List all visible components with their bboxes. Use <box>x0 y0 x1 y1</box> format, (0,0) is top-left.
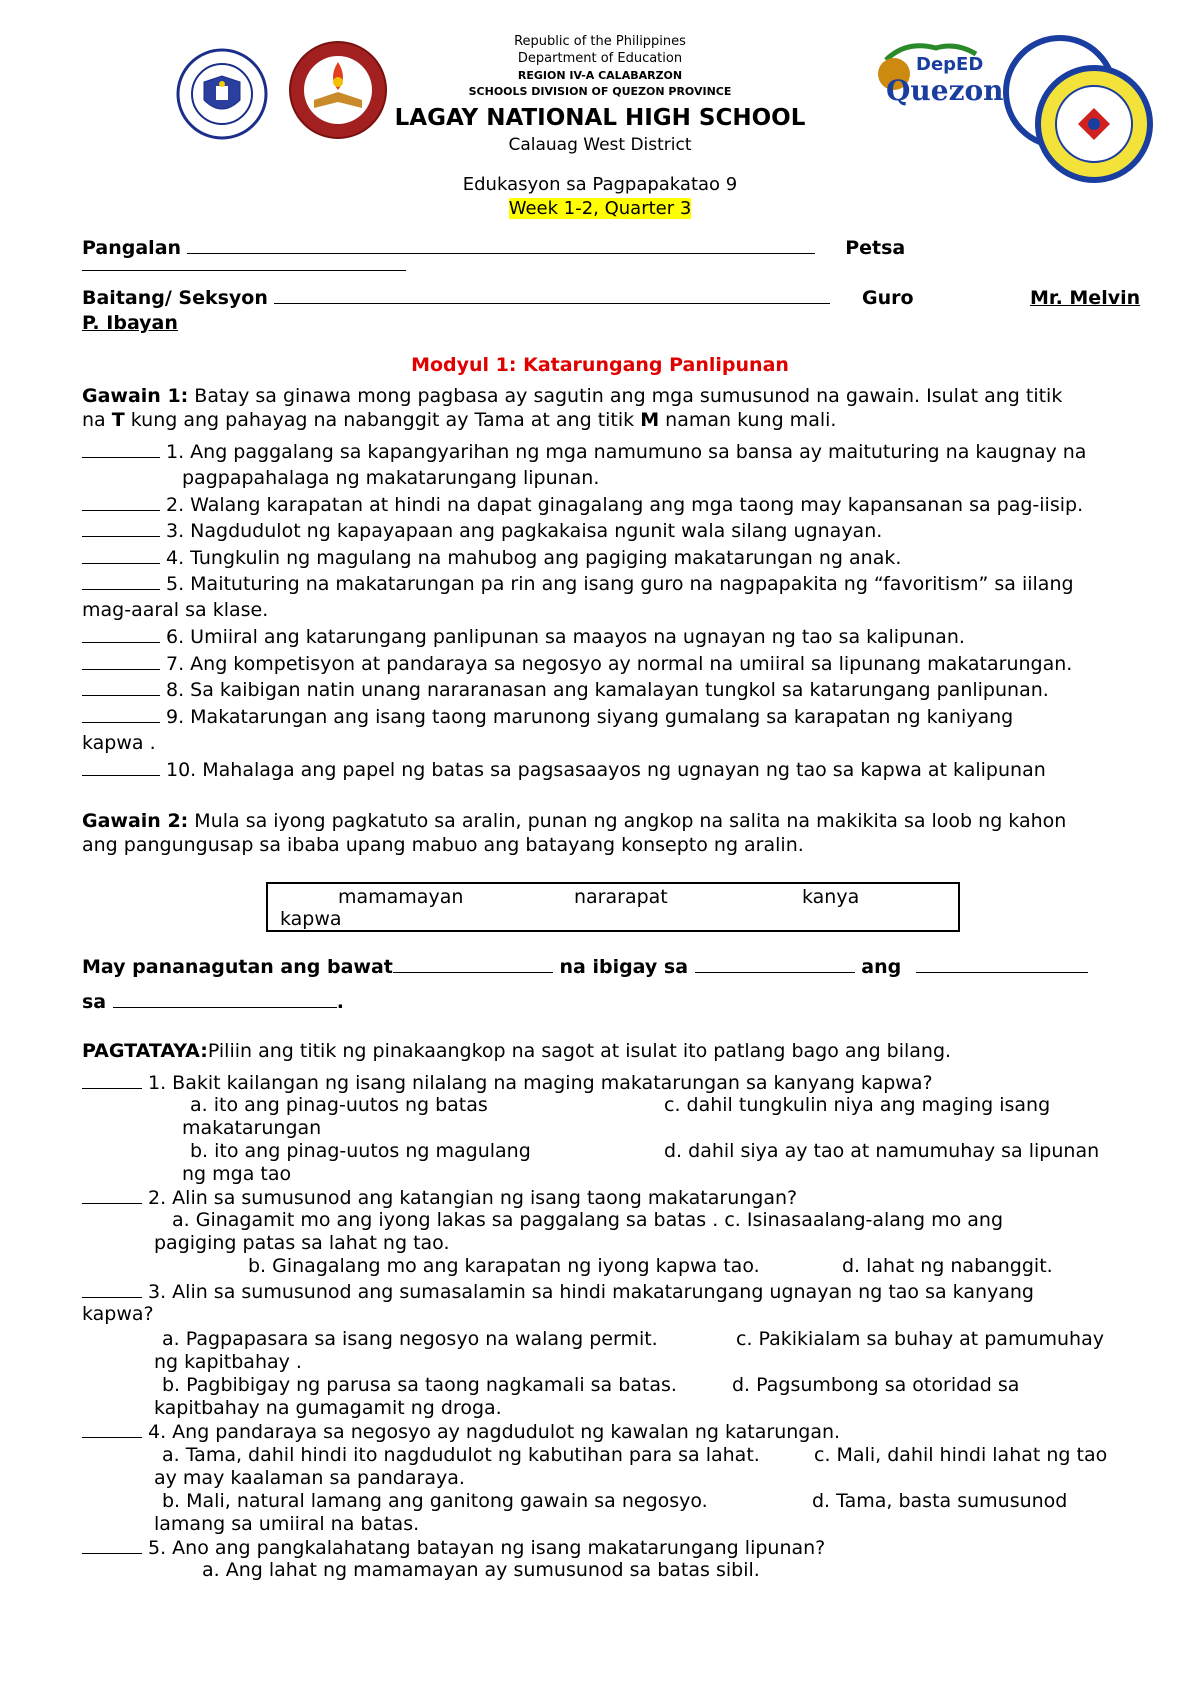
answer-blank[interactable] <box>82 652 160 670</box>
choice-cont: pagiging patas sa lahat ng tao. <box>154 1232 450 1254</box>
answer-blank[interactable] <box>82 1186 142 1204</box>
gawain1-item <box>82 519 882 543</box>
gawain1-item-text: mag-aaral sa klase. <box>82 599 269 621</box>
answer-blank[interactable] <box>82 440 160 458</box>
gawain1-item-text: 1. Ang paggalang sa kapangyarihan ng mga namumuno sa bansa ay maituturing na kaugnay na <box>166 441 1087 463</box>
sentence-part: . <box>336 991 344 1013</box>
sentence-blank[interactable] <box>393 955 553 973</box>
sentence-part: ang <box>854 956 908 978</box>
gawain1-item <box>82 440 1086 464</box>
gawain1-instr-2a: na <box>82 409 112 431</box>
pagtataya-instr <box>82 1039 951 1063</box>
gawain1-item-text: 7. Ang kompetisyon at pandaraya sa negosyo ay normal na umiiral sa lipunang makatarungan. <box>166 653 1073 675</box>
header-region: REGION IV-A CALABARZON <box>517 69 683 82</box>
grade-label: Baitang/ Seksyon <box>82 287 268 309</box>
header-division: SCHOOLS DIVISION OF QUEZON PROVINCE <box>468 85 732 98</box>
module-title: Modyul 1: Katarungang Panlipunan <box>411 354 789 376</box>
answer-blank[interactable] <box>82 625 160 643</box>
gawain1-item-text: 5. Maituturing na makatarungan pa rin ang isang guro na nagpapakita ng “favoritism” sa iilang <box>166 573 1074 595</box>
gawain1-item-text: 3. Nagdudulot ng kapayapaan ang pagkakaisa ngunit wala silang ugnayan. <box>166 520 883 542</box>
choice: c. dahil tungkulin niya ang maging isang <box>664 1094 1051 1116</box>
question-text: 5. Ano ang pangkalahatang batayan ng isang makatarungang lipunan? <box>148 1537 826 1559</box>
question-text: 4. Ang pandaraya sa negosyo ay nagdudulot ng kawalan ng katarungan. <box>148 1421 841 1443</box>
choice-cont: ng mga tao <box>182 1163 292 1185</box>
teacher-name-2: P. Ibayan <box>82 312 178 334</box>
word-option: kanya <box>802 886 860 908</box>
choice-cont: ng kapitbahay . <box>154 1351 302 1373</box>
teacher-name-1: Mr. Melvin <box>1030 287 1141 309</box>
sentence-part: May pananagutan ang bawat <box>82 956 393 978</box>
gawain2-instr-line1 <box>82 809 1066 833</box>
question <box>82 1280 1034 1304</box>
week-label-wrap <box>0 198 1200 220</box>
answer-blank[interactable] <box>82 705 160 723</box>
pagtataya-label: PAGTATAYA: <box>82 1040 208 1062</box>
answer-blank[interactable] <box>82 758 160 776</box>
pagtataya-instr-text: Piliin ang titik ng pinakaangkop na sagot at isulat ito patlang bago ang bilang. <box>207 1040 952 1062</box>
answer-blank[interactable] <box>82 546 160 564</box>
word-option: nararapat <box>574 886 668 908</box>
gawain1-item-cont <box>182 466 599 490</box>
sentence-blank[interactable] <box>695 955 855 973</box>
teacher-label: Guro <box>862 287 914 309</box>
gawain1-item <box>82 758 1046 782</box>
gawain1-item <box>82 652 1072 676</box>
header-republic: Republic of the Philippines <box>514 34 686 49</box>
gawain1-item-text: 9. Makatarungan ang isang taong marunong siyang gumalang sa karapatan ng kaniyang <box>166 706 1014 728</box>
gawain1-item-text: 4. Tungkulin ng magulang na mahubog ang pagiging makatarungan ng anak. <box>166 547 902 569</box>
gawain1-item-text: kapwa . <box>82 732 156 754</box>
choice: a. Ang lahat ng mamamayan ay sumusunod sa batas sibil. <box>202 1559 760 1581</box>
gawain1-item-text: 8. Sa kaibigan natin unang nararanasan ang kamalayan tungkol sa katarungang panlipunan. <box>166 679 1049 701</box>
choice-cont: kapitbahay na gumagamit ng droga. <box>154 1397 502 1419</box>
question <box>82 1071 933 1095</box>
grade-field[interactable] <box>274 286 830 304</box>
choice: c. Mali, dahil hindi lahat ng tao <box>814 1444 1108 1466</box>
choice-cont: makatarungan <box>182 1117 322 1139</box>
date-field[interactable] <box>82 270 406 271</box>
gawain2-sentence-line1 <box>82 955 1088 979</box>
name-label: Pangalan <box>82 237 182 259</box>
choice: a. ito ang pinag-uutos ng batas <box>190 1094 488 1116</box>
gawain1-item <box>82 572 1074 596</box>
choice: c. Pakikialam sa buhay at pamumuhay <box>736 1328 1104 1350</box>
gawain2-instr-1: Mula sa iyong pagkatuto sa aralin, punan ng angkop na salita na makikita sa loob ng kahon <box>188 810 1067 832</box>
week-label: Week 1-2, Quarter 3 <box>508 198 692 219</box>
gawain1-item <box>82 678 1049 702</box>
choice-cont: ay may kaalaman sa pandaraya. <box>154 1467 465 1489</box>
gawain1-label: Gawain 1: <box>82 385 189 407</box>
gawain1-item <box>82 625 965 649</box>
name-row <box>82 236 905 260</box>
gawain1-instr-line1 <box>82 384 1062 408</box>
gawain1-item <box>82 493 1083 517</box>
gawain1-item-text: 10. Mahalaga ang papel ng batas sa pagsasaayos ng ugnayan ng tao sa kapwa at kalipunan <box>166 759 1046 781</box>
gawain1-item <box>82 546 901 570</box>
choice-cont: lamang sa umiiral na batas. <box>154 1513 420 1535</box>
gawain1-instr-line2 <box>82 408 836 432</box>
question <box>82 1420 840 1444</box>
answer-blank[interactable] <box>82 1280 142 1298</box>
gawain1-item-cont <box>82 731 156 755</box>
svg-text:Quezon: Quezon <box>886 74 1004 107</box>
question-text: 3. Alin sa sumusunod ang sumasalamin sa hindi makatarungang ugnayan ng tao sa kanyang <box>148 1281 1034 1303</box>
gawain1-T: T <box>111 409 125 431</box>
answer-blank[interactable] <box>82 678 160 696</box>
district-name: Calauag West District <box>508 135 692 155</box>
choice: d. lahat ng nabanggit. <box>842 1255 1053 1277</box>
answer-blank[interactable] <box>82 572 160 590</box>
gawain1-instr-2c: naman kung mali. <box>659 409 837 431</box>
gawain1-item-text: 2. Walang karapatan at hindi na dapat ginagalang ang mga taong may kapansanan sa pag-iisip. <box>166 494 1084 516</box>
school-name: LAGAY NATIONAL HIGH SCHOOL <box>394 105 806 131</box>
subject-title: Edukasyon sa Pagpapakatao 9 <box>462 174 738 195</box>
sentence-part: na ibigay sa <box>552 956 695 978</box>
question-text: 2. Alin sa sumusunod ang katangian ng isang taong makatarungan? <box>148 1187 798 1209</box>
question-cont: kapwa? <box>82 1303 154 1325</box>
grade-row <box>82 286 914 310</box>
answer-blank[interactable] <box>82 493 160 511</box>
name-field[interactable] <box>187 236 815 254</box>
gawain2-label: Gawain 2: <box>82 810 189 832</box>
choice: b. Mali, natural lamang ang ganitong gawain sa negosyo. <box>162 1490 708 1512</box>
gawain2-instr-2: ang pangungusap sa ibaba upang mabuo ang batayang konsepto ng aralin. <box>82 834 804 856</box>
question <box>82 1186 797 1210</box>
header-department: Department of Education <box>517 51 683 66</box>
choice: d. Tama, basta sumusunod <box>812 1490 1068 1512</box>
question-text: 1. Bakit kailangan ng isang nilalang na maging makatarungan sa kanyang kapwa? <box>148 1072 933 1094</box>
sentence-part: sa <box>82 991 113 1013</box>
gawain1-item-text: pagpapahalaga ng makatarungang lipunan. <box>182 467 600 489</box>
choice: b. ito ang pinag-uutos ng magulang <box>190 1140 531 1162</box>
choice: b. Ginagalang mo ang karapatan ng iyong kapwa tao. <box>248 1255 760 1277</box>
gawain1-item-cont <box>82 598 268 622</box>
choice: a. Ginagamit mo ang iyong lakas sa paggalang sa batas . c. Isinasaalang-alang mo ang <box>172 1209 1003 1231</box>
answer-blank[interactable] <box>82 1420 142 1438</box>
answer-blank[interactable] <box>82 1536 142 1554</box>
gawain1-instr-2b: kung ang pahayag na nabanggit ay Tama at ang titik <box>124 409 641 431</box>
choice: d. Pagsumbong sa otoridad sa <box>732 1374 1020 1396</box>
choice: a. Tama, dahil hindi ito nagdudulot ng kabutihan para sa lahat. <box>162 1444 760 1466</box>
choice: b. Pagbibigay ng parusa sa taong nagkamali sa batas. <box>162 1374 677 1396</box>
sentence-blank[interactable] <box>113 990 337 1008</box>
gawain2-sentence-line2 <box>82 990 344 1014</box>
answer-blank[interactable] <box>82 519 160 537</box>
question <box>82 1536 825 1560</box>
choice: a. Pagpapasara sa isang negosyo na walang permit. <box>162 1328 658 1350</box>
answer-blank[interactable] <box>82 1071 142 1089</box>
word-option: kapwa <box>280 908 342 930</box>
choice: d. dahil siya ay tao at namumuhay sa lipunan <box>664 1140 1100 1162</box>
word-option: mamamayan <box>338 886 464 908</box>
word-box <box>266 882 960 932</box>
svg-text:DepED: DepED <box>916 54 984 75</box>
gawain1-M: M <box>640 409 660 431</box>
gawain1-item <box>82 705 1013 729</box>
gawain1-instr-1: Batay sa ginawa mong pagbasa ay sagutin ang mga sumusunod na gawain. Isulat ang titik <box>188 385 1063 407</box>
gawain2-instr-line2 <box>82 833 804 857</box>
sentence-blank[interactable] <box>916 955 1088 973</box>
gawain1-item-text: 6. Umiiral ang katarungang panlipunan sa maayos na ugnayan ng tao sa kalipunan. <box>166 626 965 648</box>
date-label: Petsa <box>845 237 906 259</box>
